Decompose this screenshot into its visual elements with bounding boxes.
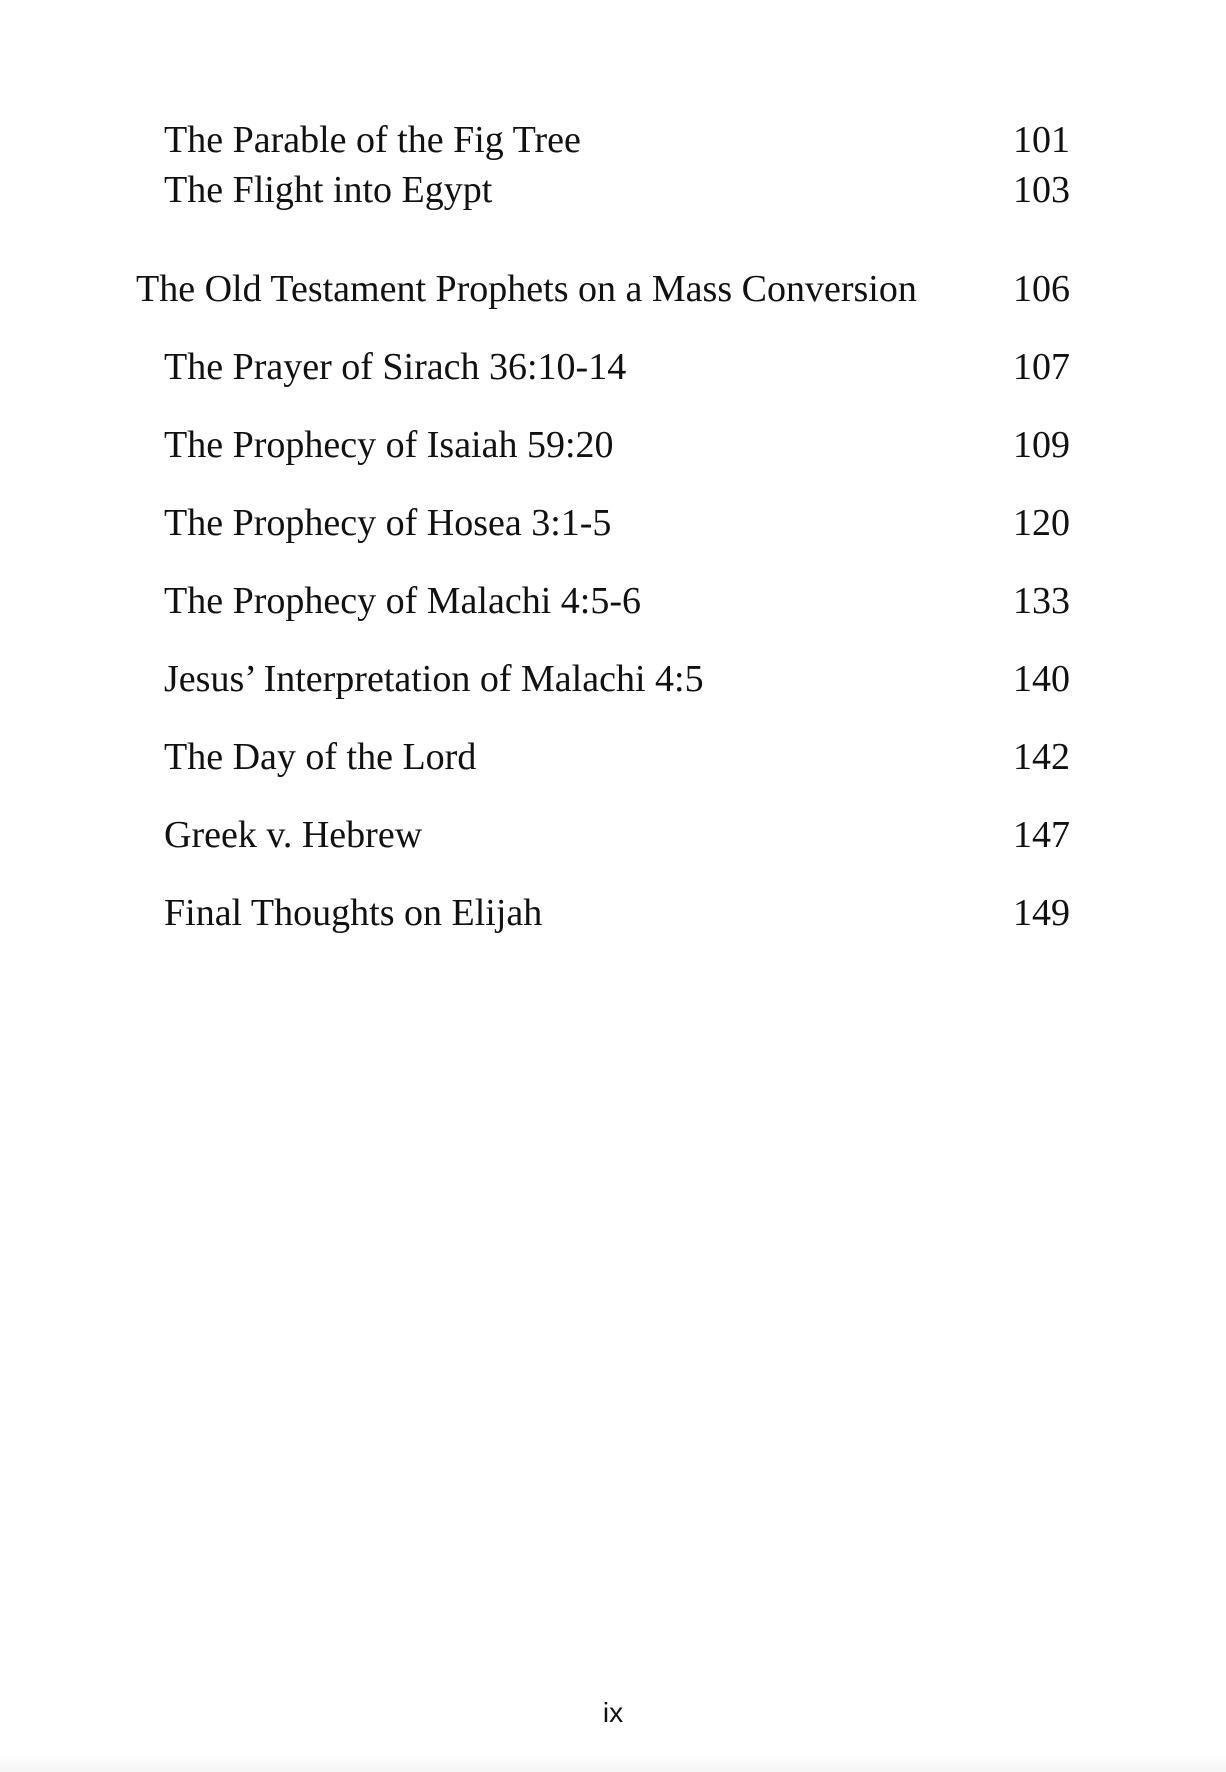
toc-entry-page: 140 — [1013, 658, 1070, 700]
toc-entry-page: 107 — [1013, 346, 1070, 388]
toc-entry-page: 101 — [1013, 119, 1070, 161]
toc-entry-title: The Prophecy of Isaiah 59:20 — [164, 424, 614, 466]
toc-entry-old-testament-prophets — [0, 264, 1226, 314]
toc-entry-title: The Flight into Egypt — [164, 169, 493, 211]
toc-entry-page: 149 — [1013, 892, 1070, 934]
toc-entry-prayer-of-sirach — [0, 342, 1226, 392]
toc-entry-title: Jesus’ Interpretation of Malachi 4:5 — [164, 658, 704, 700]
toc-entry-page: 142 — [1013, 736, 1070, 778]
toc-entry-page: 120 — [1013, 502, 1070, 544]
toc-entry-page: 106 — [1013, 268, 1070, 310]
toc-entry-title: Greek v. Hebrew — [164, 814, 423, 856]
toc-entry-title: The Day of the Lord — [164, 736, 477, 778]
toc-entry-page: 103 — [1013, 169, 1070, 211]
toc-entry-title: The Prayer of Sirach 36:10-14 — [164, 346, 627, 388]
toc-entry-prophecy-of-malachi — [0, 576, 1226, 626]
toc-entry-title: The Old Testament Prophets on a Mass Conversion — [136, 268, 917, 310]
page-bottom-edge — [0, 1754, 1226, 1772]
toc-entry-parable-fig-tree — [0, 115, 1226, 165]
toc-entry-flight-into-egypt — [0, 165, 1226, 215]
toc-entry-day-of-the-lord — [0, 732, 1226, 782]
toc-entry-title: The Prophecy of Hosea 3:1-5 — [164, 502, 612, 544]
toc-entry-title: The Prophecy of Malachi 4:5-6 — [164, 580, 641, 622]
toc-entry-title: Final Thoughts on Elijah — [164, 892, 543, 934]
toc-entry-greek-v-hebrew — [0, 810, 1226, 860]
toc-entry-jesus-interpretation — [0, 654, 1226, 704]
toc-entry-title: The Parable of the Fig Tree — [164, 119, 581, 161]
toc-entry-prophecy-of-hosea — [0, 498, 1226, 548]
page-number-footer: ix — [602, 1697, 624, 1728]
toc-entry-page: 133 — [1013, 580, 1070, 622]
toc-entry-final-thoughts-elijah — [0, 888, 1226, 938]
toc-entry-prophecy-of-isaiah — [0, 420, 1226, 470]
toc-entry-page: 147 — [1013, 814, 1070, 856]
toc-entry-page: 109 — [1013, 424, 1070, 466]
